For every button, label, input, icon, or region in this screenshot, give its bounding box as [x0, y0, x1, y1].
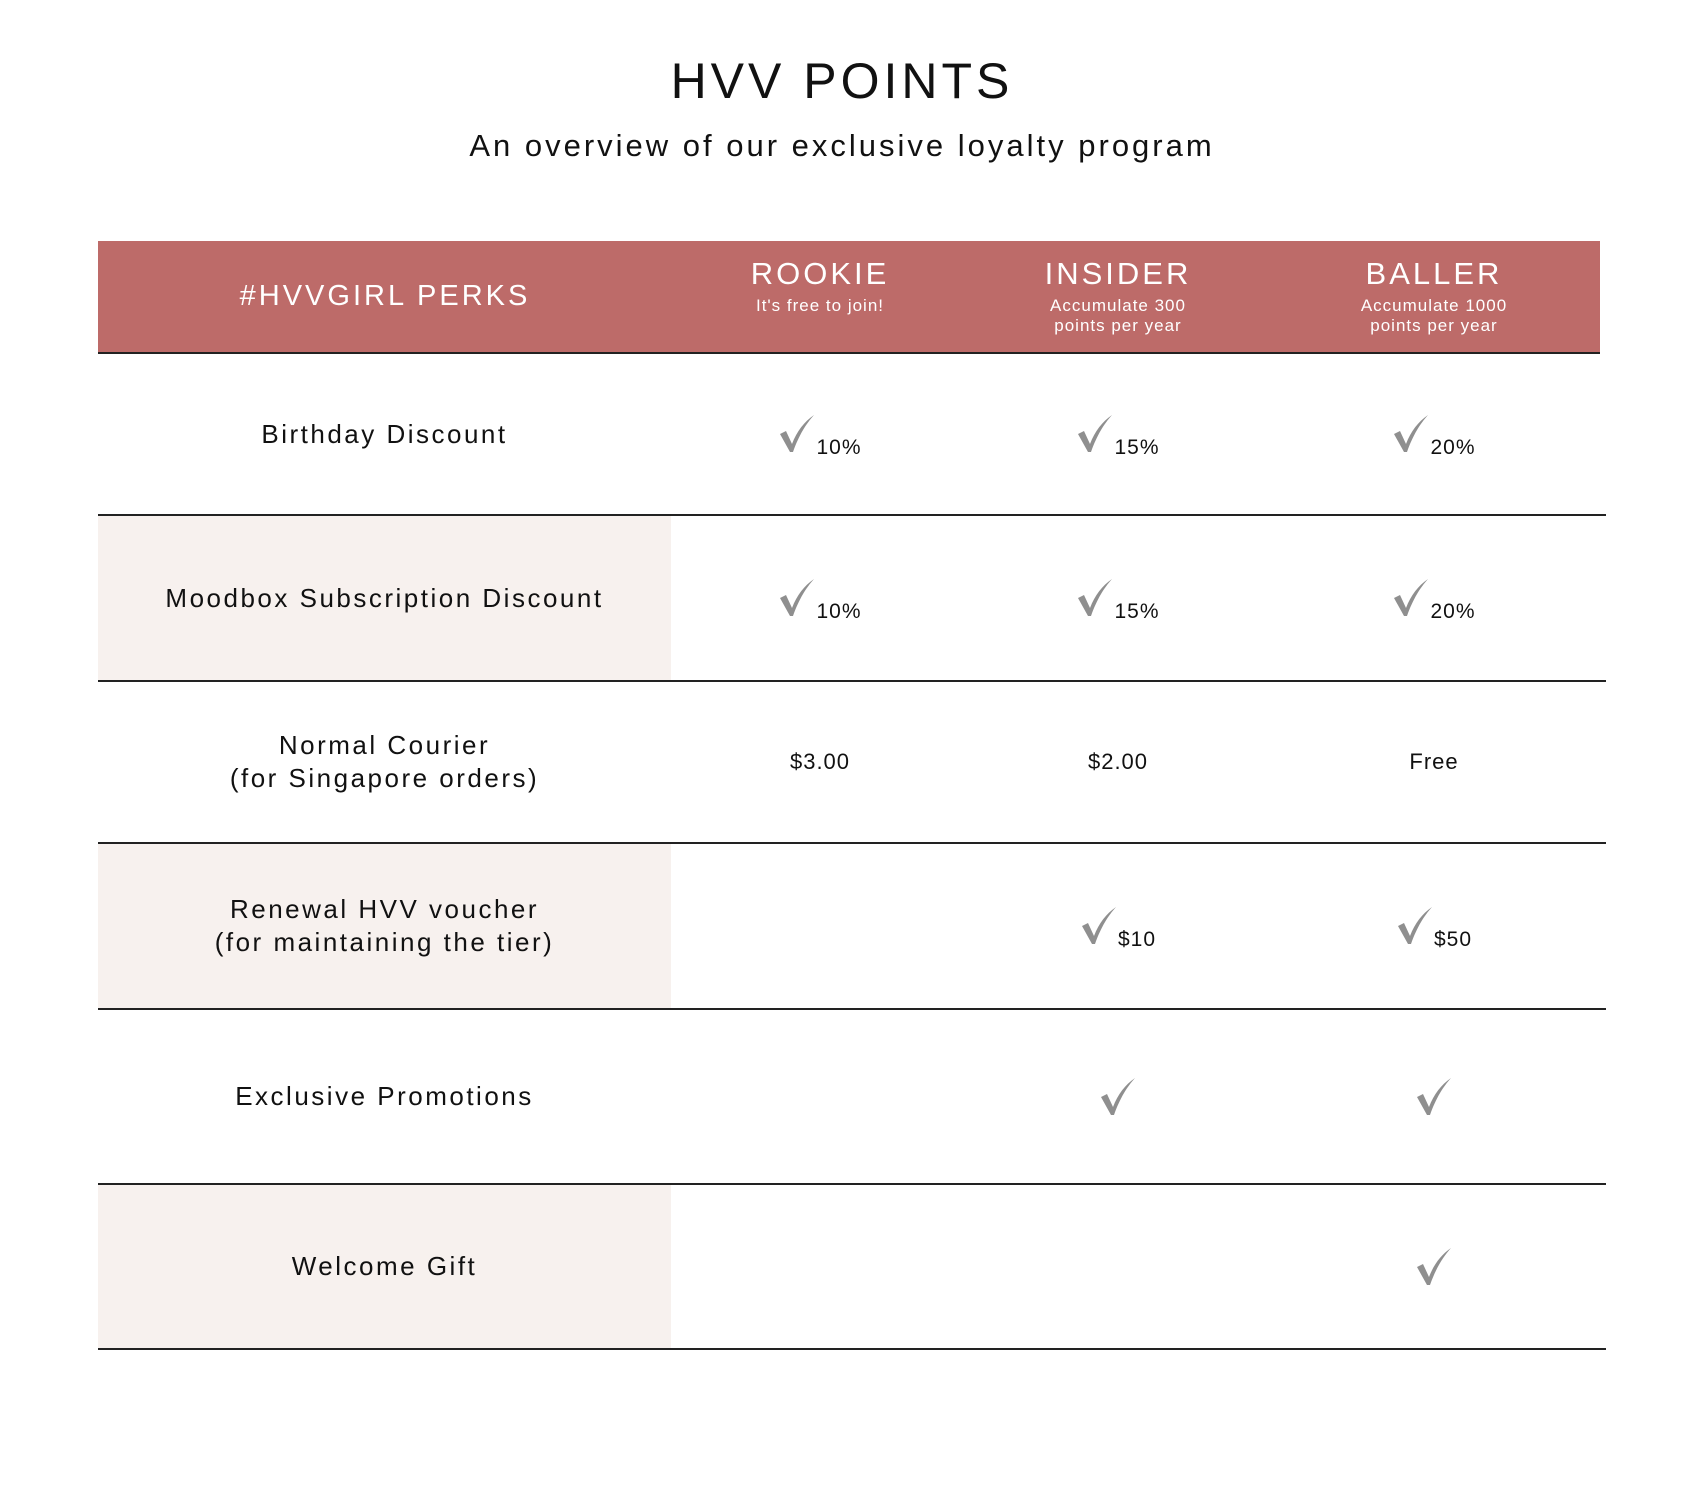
checkmark-icon — [1396, 906, 1434, 946]
perk-amount: 15% — [1114, 436, 1160, 459]
table-row — [98, 354, 1606, 516]
tier-value-insider — [968, 844, 1268, 1008]
perk-label-cell — [98, 354, 671, 514]
checkmark-icon — [1392, 578, 1430, 618]
tier-value-insider — [968, 682, 1268, 842]
table-header — [98, 241, 1600, 354]
tier-name: INSIDER — [1044, 256, 1192, 291]
perk-amount: 10% — [816, 436, 862, 459]
tier-header-rookie — [672, 241, 968, 352]
tier-value-baller — [1268, 682, 1600, 842]
tier-value-insider — [968, 1010, 1268, 1183]
tier-value-baller — [1268, 1010, 1600, 1183]
perk-label-cell — [98, 1010, 671, 1183]
check-with-value — [778, 414, 862, 459]
perk-label-cell — [98, 516, 671, 680]
checkmark-icon — [1080, 906, 1118, 946]
perk-amount: $3.00 — [789, 749, 851, 774]
tier-header-baller — [1268, 241, 1600, 352]
tier-value-rookie — [672, 516, 968, 680]
tier-description: Accumulate 1000 points per year — [1360, 296, 1508, 335]
tier-header-insider — [968, 241, 1268, 352]
check-with-value — [1076, 578, 1160, 623]
table-row — [98, 1010, 1606, 1185]
perk-amount: $50 — [1433, 928, 1473, 951]
tier-value-baller — [1268, 516, 1600, 680]
perk-amount: 20% — [1430, 600, 1476, 623]
check-with-value — [1392, 414, 1476, 459]
page-title: HVV POINTS — [670, 53, 1014, 109]
checkmark-icon — [1099, 1077, 1137, 1117]
page-subtitle: An overview of our exclusive loyalty program — [469, 128, 1215, 163]
check-with-value — [1099, 1077, 1137, 1117]
check-with-value — [1415, 1247, 1453, 1287]
check-with-value — [778, 578, 862, 623]
tier-value-baller — [1268, 1185, 1600, 1348]
table-row — [98, 516, 1606, 682]
perk-label: Welcome Gift — [291, 1251, 478, 1281]
tier-value-baller — [1268, 354, 1600, 514]
checkmark-icon — [1415, 1247, 1453, 1287]
tier-value-insider — [968, 354, 1268, 514]
table-row — [98, 1185, 1606, 1350]
checkmark-icon — [1076, 578, 1114, 618]
check-with-value — [1076, 414, 1160, 459]
checkmark-icon — [1392, 414, 1430, 454]
tier-value-rookie — [672, 682, 968, 842]
checkmark-icon — [1415, 1077, 1453, 1117]
perk-label: Exclusive Promotions — [235, 1081, 534, 1111]
perks-header-label: #HVVGIRL PERKS — [239, 280, 531, 312]
tier-name: ROOKIE — [750, 256, 890, 291]
checkmark-icon — [1076, 414, 1114, 454]
tier-name: BALLER — [1365, 256, 1503, 291]
tier-value-rookie — [672, 1185, 968, 1348]
tier-value-rookie — [672, 354, 968, 514]
checkmark-icon — [778, 414, 816, 454]
perk-label-cell — [98, 844, 671, 1008]
perk-label: Renewal HVV voucher (for maintaining the tier) — [214, 894, 555, 957]
perk-label: Moodbox Subscription Discount — [165, 582, 604, 613]
perk-label: Birthday Discount — [261, 418, 508, 449]
tier-value-rookie — [672, 1010, 968, 1183]
check-with-value — [1080, 906, 1157, 951]
perk-amount: 10% — [816, 600, 862, 623]
perk-label: Normal Courier (for Singapore orders) — [229, 730, 540, 793]
table-row — [98, 844, 1606, 1010]
perk-amount: Free — [1409, 749, 1459, 774]
table-row — [98, 682, 1606, 844]
perk-label-cell — [98, 682, 671, 842]
tier-description: It's free to join! — [755, 296, 885, 315]
tier-value-baller — [1268, 844, 1600, 1008]
check-with-value — [1396, 906, 1473, 951]
check-with-value — [1415, 1077, 1453, 1117]
tier-value-insider — [968, 516, 1268, 680]
perk-label-cell — [98, 1185, 671, 1348]
check-with-value — [1392, 578, 1476, 623]
perk-amount: $2.00 — [1087, 749, 1149, 774]
perk-amount: 20% — [1430, 436, 1476, 459]
tier-description: Accumulate 300 points per year — [1050, 296, 1186, 335]
tier-value-rookie — [672, 844, 968, 1008]
perks-column-header — [98, 241, 672, 352]
perk-amount: $10 — [1117, 928, 1157, 951]
perk-amount: 15% — [1114, 600, 1160, 623]
tier-value-insider — [968, 1185, 1268, 1348]
checkmark-icon — [778, 578, 816, 618]
